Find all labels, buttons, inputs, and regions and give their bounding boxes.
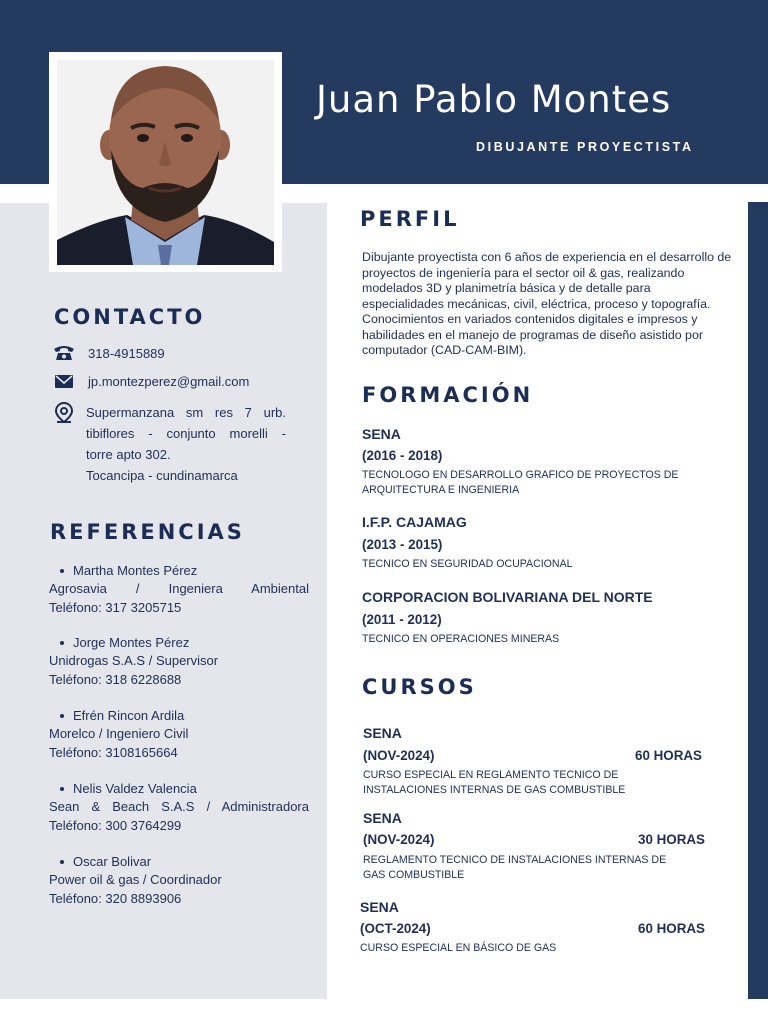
contact-phone-row <box>52 343 165 364</box>
address-line: Supermanzana sm res 7 urb. <box>86 405 286 420</box>
education-years: (2016 - 2018) <box>362 448 443 463</box>
profile-heading: PERFIL <box>360 207 460 231</box>
reference-name: Efrén Rincon Ardila <box>49 707 309 725</box>
course-institution: SENA <box>360 899 399 915</box>
education-institution: I.F.P. CAJAMAG <box>362 514 467 530</box>
address-line: torre apto 302. <box>86 447 171 462</box>
reference-phone: Teléfono: 317 3205715 <box>49 599 182 615</box>
course-hours: 30 HORAS <box>638 832 705 847</box>
reference-role: Agrosavia / Ingeniera Ambiental <box>49 581 309 597</box>
email-icon <box>52 371 76 391</box>
reference-item <box>49 707 309 762</box>
reference-name: Jorge Montes Pérez <box>49 634 309 652</box>
course-description: REGLAMENTO TECNICO DE INSTALACIONES INTERNAS DE GAS COMBUSTIBLE <box>363 854 667 881</box>
reference-item <box>49 853 309 908</box>
reference-phone: Teléfono: 3108165664 <box>49 744 178 760</box>
course-description: CURSO ESPECIAL EN BÁSICO DE GAS <box>360 942 557 954</box>
phone-number: 318-4915889 <box>88 346 165 361</box>
education-institution: CORPORACION BOLIVARIANA DEL NORTE <box>362 589 653 605</box>
candidate-name: Juan Pablo Montes <box>316 78 672 121</box>
contact-email-row <box>52 371 249 392</box>
phone-icon <box>52 343 76 363</box>
education-heading: FORMACIÓN <box>362 383 534 407</box>
course-description: CURSO ESPECIAL EN REGLAMENTO TECNICO DE INSTALACIONES INTERNAS DE GAS COMBUSTIBLE <box>363 769 626 796</box>
reference-role: Power oil & gas / Coordinador <box>49 872 222 888</box>
profile-photo <box>57 60 274 265</box>
reference-item <box>49 780 309 835</box>
location-icon <box>52 402 76 422</box>
contact-address-row <box>52 402 76 422</box>
education-years: (2013 - 2015) <box>362 537 443 552</box>
course-hours: 60 HORAS <box>638 921 705 936</box>
email-address[interactable]: jp.montezperez@gmail.com <box>88 374 250 389</box>
course-date: (NOV-2024) <box>363 832 435 847</box>
reference-item <box>49 562 309 617</box>
portrait-illustration <box>57 60 274 265</box>
education-degree: TECNOLOGO EN DESARROLLO GRAFICO DE PROYECTOS DE ARQUITECTURA E INGENIERIA <box>362 469 679 496</box>
reference-name: Oscar Bolivar <box>49 853 309 871</box>
reference-name: Nelis Valdez Valencia <box>49 780 309 798</box>
course-date: (NOV-2024) <box>363 748 435 763</box>
reference-role: Morelco / Ingeniero Civil <box>49 726 189 742</box>
reference-item <box>49 634 309 689</box>
course-date: (OCT-2024) <box>360 921 431 936</box>
reference-phone: Teléfono: 318 6228688 <box>49 671 182 687</box>
course-institution: SENA <box>363 810 402 826</box>
reference-phone: Teléfono: 300 3764299 <box>49 817 182 833</box>
references-heading: REFERENCIAS <box>50 520 245 544</box>
reference-phone: Teléfono: 320 8893906 <box>49 890 182 906</box>
address-line: tibiflores - conjunto morelli - <box>86 426 286 441</box>
postal-address <box>86 402 286 486</box>
courses-heading: CURSOS <box>362 675 477 699</box>
contact-heading: CONTACTO <box>54 305 206 329</box>
address-line: Tocancipa - cundinamarca <box>86 468 238 483</box>
reference-name: Martha Montes Pérez <box>49 562 309 580</box>
course-hours: 60 HORAS <box>635 748 702 763</box>
education-years: (2011 - 2012) <box>362 612 442 627</box>
profile-photo-frame <box>49 52 282 272</box>
reference-role: Unidrogas S.A.S / Supervisor <box>49 653 219 669</box>
education-degree: TECNICO EN SEGURIDAD OCUPACIONAL <box>362 558 573 570</box>
education-institution: SENA <box>362 426 401 442</box>
candidate-role: DIBUJANTE PROYECTISTA <box>476 140 694 154</box>
course-institution: SENA <box>363 725 402 741</box>
education-degree: TECNICO EN OPERACIONES MINERAS <box>362 633 560 645</box>
right-accent-bar <box>748 202 768 999</box>
reference-role: Sean & Beach S.A.S / Administradora <box>49 799 309 815</box>
profile-summary: Dibujante proyectista con 6 años de experiencia en el desarrollo de proyectos de ingeniería para el sector oil & gas, realizando modelados 3D y planimetría básica y de detalle para especialidades mecánicas, civil, eléctrica, proceso y topografía. Conocimientos en variados contenidos digitales e impresos y habilidades en el manejo de programas de diseño asistido por computador (CAD-CAM-BIM). <box>362 250 732 357</box>
